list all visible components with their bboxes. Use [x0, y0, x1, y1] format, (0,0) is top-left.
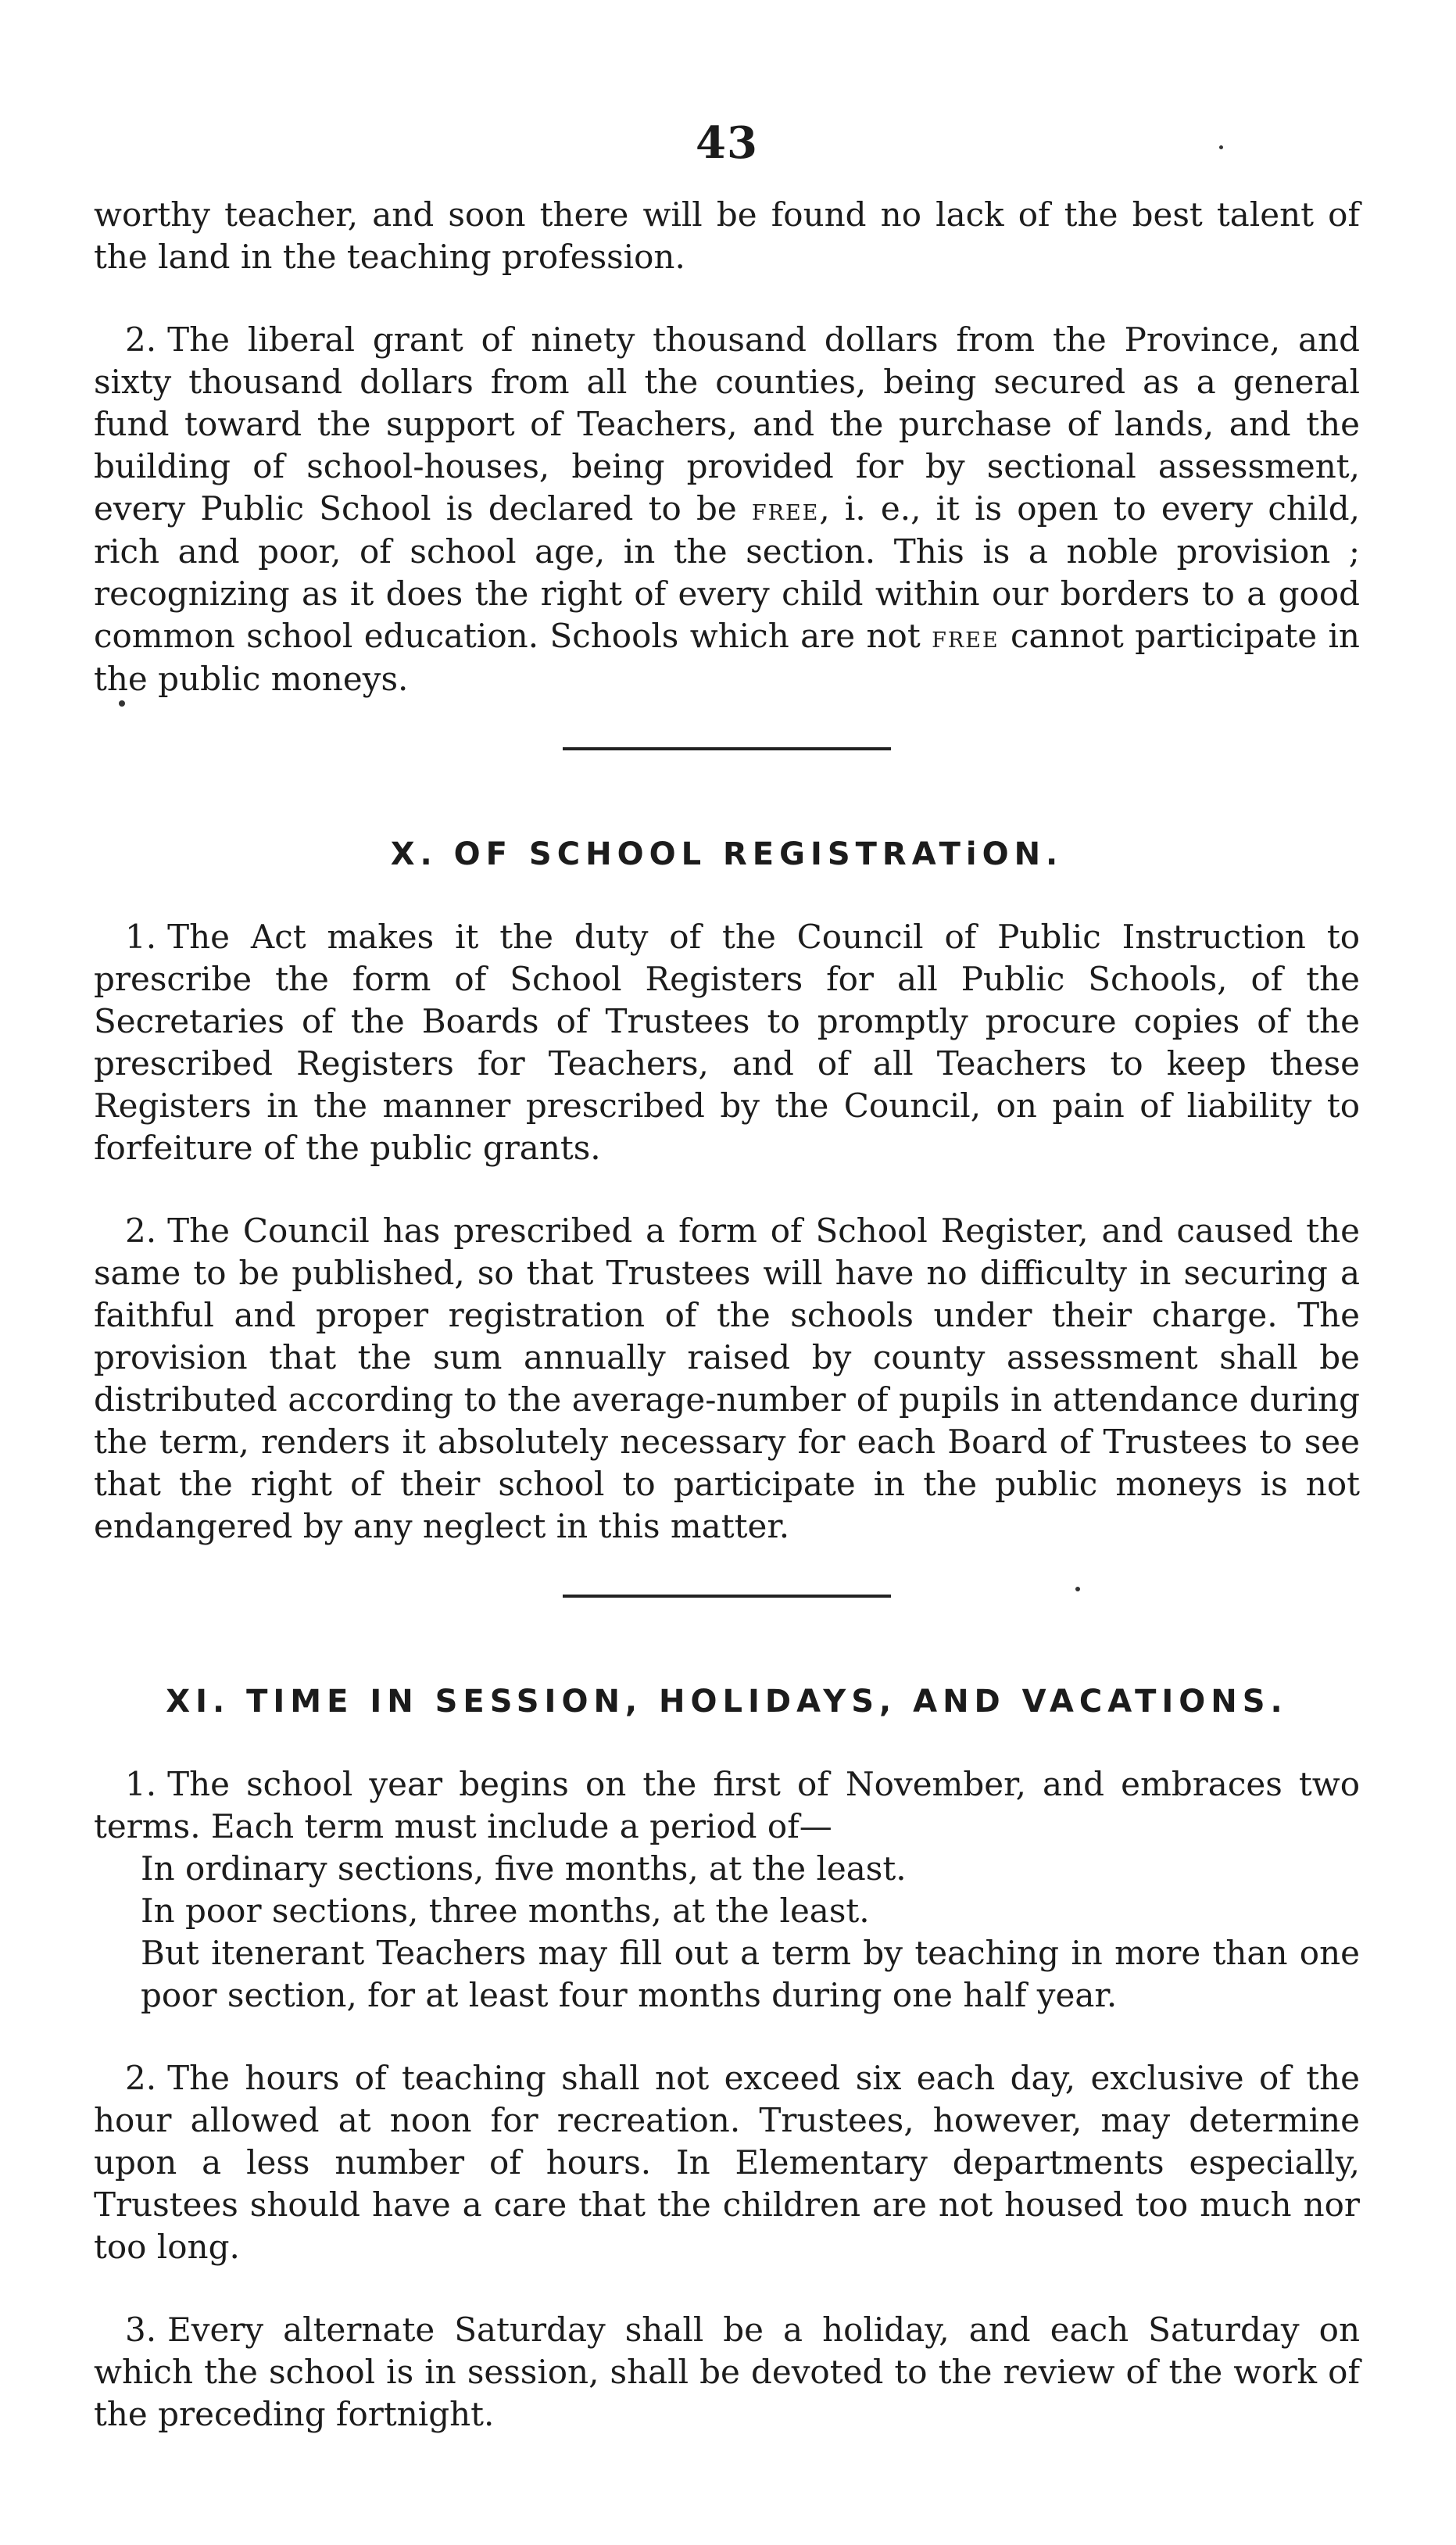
paragraph-number: 1.	[125, 918, 157, 956]
print-speck	[1219, 145, 1223, 149]
section-xi-heading: XI. TIME IN SESSION, HOLIDAYS, AND VACATIONS.	[166, 1684, 1288, 1720]
session-paragraph-2	[94, 2057, 1360, 2268]
session-paragraph-1	[94, 1763, 1360, 2017]
section-x-heading: X. OF SCHOOL REGISTRATiON.	[390, 836, 1064, 872]
paragraph-number: 1.	[125, 1765, 157, 1803]
print-speck	[1075, 1587, 1080, 1591]
section-divider	[563, 747, 891, 750]
free-small-caps: free	[751, 492, 820, 527]
paragraph-text: The Council has prescribed a form of School Register, and caused the same to be published, so that Trustees will have no difficulty in securing a faithful and proper registration of the schools under their charge. The provision that the sum annually raised by county assessment shall be distributed according to the average-number of pupils in attendance during the term, renders it absolutely necessary for each Board of Trustees to see that the right of their school to participate in the public moneys is not endangered by any neglect in this matter.	[94, 1212, 1360, 1545]
session-paragraph-3	[94, 2309, 1360, 2436]
paragraph-text: The liberal grant of ninety thousand dollars from the Province, and sixty thousand dollars from all the counties, being secured as a general fund toward the support of Teachers, and the purchase of lands, and the building of school-houses, being provided for by sectional assessment, every Public School is declared to be	[94, 320, 1360, 528]
paragraph-text: The hours of teaching shall not exceed six each day, exclusive of the hour allowed at noon for recreation. Trustees, however, may determine upon a less number of hours. In Elementary departments especially, Trustees should have a care that the children are not housed too much nor too long.	[94, 2059, 1360, 2266]
free-schools-paragraph	[94, 319, 1360, 700]
term-line-ordinary: In ordinary sections, five months, at the least.	[141, 1849, 907, 1888]
intro-paragraph-text: worthy teacher, and soon there will be found no lack of the best talent of the land in the teaching profession.	[94, 195, 1360, 276]
registration-paragraph-1	[94, 916, 1360, 1169]
paragraph-text: cannot participate in the public moneys.	[94, 617, 1360, 698]
free-small-caps: free	[932, 620, 1000, 654]
term-line-poor: In poor sections, three months, at the least.	[141, 1892, 870, 1930]
intro-paragraph	[94, 194, 1360, 278]
print-speck	[119, 700, 125, 707]
paragraph-text: The Act makes it the duty of the Council of Public Instruction to prescribe the form of School Registers for all Public Schools, of the Secretaries of the Boards of Trustees to promptly procure copies of the prescribed Registers for Teachers, and of all Teachers to keep these Registers in the manner prescribed by the Council, on pain of liability to forfeiture of the public grants.	[94, 918, 1360, 1167]
section-divider	[563, 1595, 891, 1598]
page-number: 43	[696, 117, 758, 169]
paragraph-number: 3.	[125, 2311, 157, 2349]
registration-paragraph-2	[94, 1210, 1360, 1548]
paragraph-lead	[94, 1763, 1360, 1848]
paragraph-number: 2.	[125, 1212, 157, 1250]
paragraph-number: 2.	[125, 320, 157, 359]
paragraph-number: 2.	[125, 2059, 157, 2097]
term-line-itinerant: But itenerant Teachers may fill out a term by teaching in more than one poor section, for at least four months during one half year.	[141, 1934, 1360, 2014]
book-page	[94, 117, 1360, 2476]
paragraph-text: , i. e., it is open to every child, rich and poor, of school age, in the section. This is a noble provision ; recognizing as it does the right of every child within our borders to a good common school education. Schools which are not	[94, 489, 1360, 655]
paragraph-text: Every alternate Saturday shall be a holiday, and each Saturday on which the school is in session, shall be devoted to the review of the work of the preceding fortnight.	[94, 2311, 1360, 2433]
paragraph-text: The school year begins on the first of November, and embraces two terms. Each term must include a period of—	[94, 1765, 1360, 1845]
